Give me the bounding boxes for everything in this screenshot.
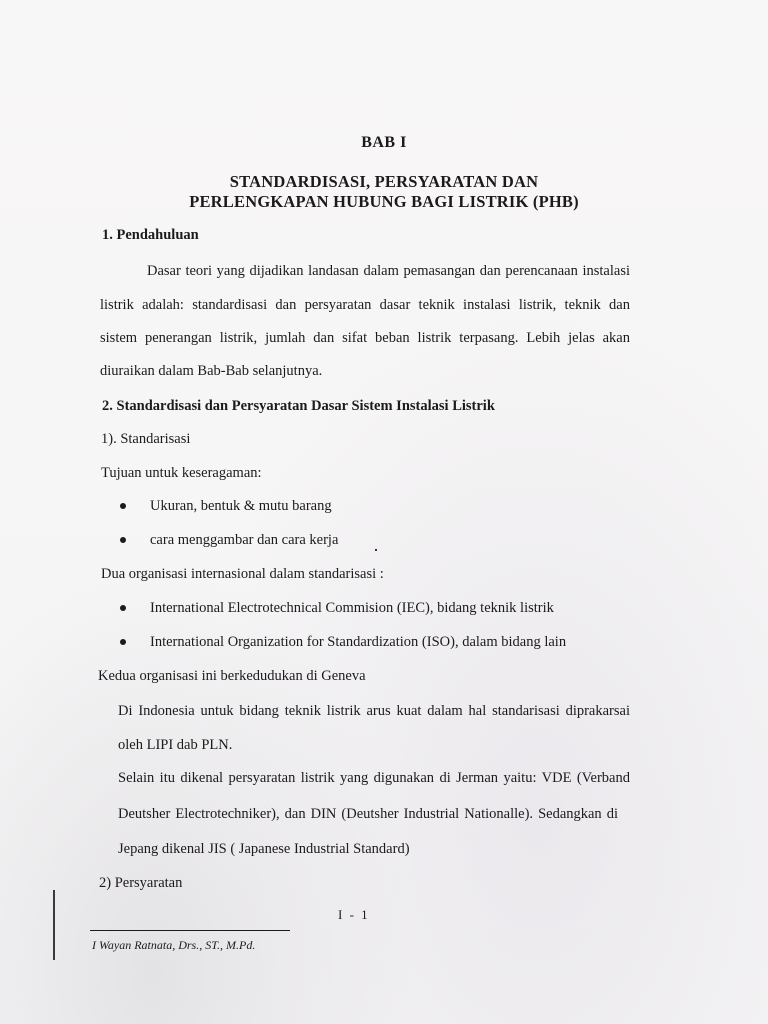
document-title-line-2: PERLENGKAPAN HUBUNG BAGI LISTRIK (PHB) — [189, 192, 579, 211]
footer-author: I Wayan Ratnata, Drs., ST., M.Pd. — [92, 938, 256, 952]
paragraph-line: listrik adalah: standardisasi dan persyaratan dasar teknik instalasi listrik, teknik dan — [100, 297, 630, 313]
purpose-intro: Tujuan untuk keseragaman: — [101, 465, 262, 481]
paragraph-line: sistem penerangan listrik, jumlah dan sifat beban listrik terpasang. Lebih jelas akan — [100, 330, 630, 346]
scan-edge-mark — [53, 890, 55, 960]
bullet-icon — [120, 605, 126, 611]
section-1-heading: 1. Pendahuluan — [102, 227, 199, 243]
organization-intro: Dua organisasi internasional dalam standarisasi : — [101, 566, 384, 582]
indonesia-line: oleh LIPI dab PLN. — [118, 737, 233, 753]
subsection-standarisasi: 1). Standarisasi — [101, 431, 191, 447]
scan-speck — [375, 549, 377, 551]
indonesia-line: Di Indonesia untuk bidang teknik listrik arus kuat dalam hal standarisasi diprakarsai — [118, 703, 630, 719]
bullet-icon — [120, 639, 126, 645]
chapter-title: BAB I — [361, 134, 407, 151]
bullet-icon — [120, 537, 126, 543]
list-item: Ukuran, bentuk & mutu barang — [150, 498, 332, 514]
subsection-persyaratan: 2) Persyaratan — [99, 875, 183, 891]
section-2-heading: 2. Standardisasi dan Persyaratan Dasar Sistem Instalasi Listrik — [102, 398, 495, 414]
list-item: cara menggambar dan cara kerja — [150, 532, 339, 548]
list-item: International Organization for Standardization (ISO), dalam bidang lain — [150, 634, 567, 650]
paragraph-line: diuraikan dalam Bab-Bab selanjutnya. — [100, 363, 323, 379]
other-standards-line: Jepang dikenal JIS ( Japanese Industrial Standard) — [118, 841, 410, 857]
other-standards-line: Selain itu dikenal persyaratan listrik yang digunakan di Jerman yaitu: VDE (Verband — [118, 770, 630, 786]
bullet-icon — [120, 503, 126, 509]
list-item: International Electrotechnical Commision (IEC), bidang teknik listrik — [150, 600, 554, 616]
page-number: I - 1 — [338, 907, 370, 922]
document-title-line-1: STANDARDISASI, PERSYARATAN DAN — [229, 172, 539, 191]
geneva-line: Kedua organisasi ini berkedudukan di Geneva — [98, 668, 366, 684]
other-standards-line: Deutsher Electrotechniker), dan DIN (Deutsher Industrial Nationalle). Sedangkan di — [118, 806, 618, 822]
footer-divider — [90, 930, 290, 931]
paragraph-line: Dasar teori yang dijadikan landasan dalam pemasangan dan perencanaan instalasi — [147, 263, 630, 279]
